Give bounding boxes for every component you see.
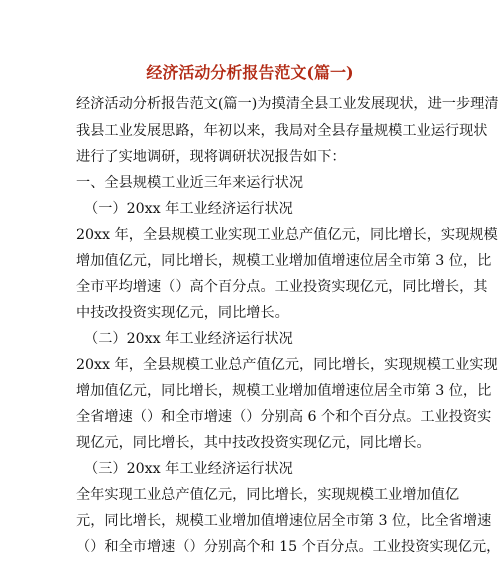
paragraph-line: 20xx 年，全县规模工业总产值亿元，同比增长，实现规模工业实现 bbox=[76, 357, 498, 373]
paragraph-line-intro-2: 我县工业发展思路，年初以来，我局对全县存量规模工业运行现状 bbox=[76, 123, 488, 139]
subsection-heading-1: （一）20xx 年工业经济运行状况 bbox=[84, 201, 293, 217]
paragraph-line: 元，同比增长，规模工业增加值增速位居全市第 3 位，比全省增速 bbox=[76, 513, 492, 529]
paragraph-line: （）和全市增速（）分别高个和 15 个百分点。工业投资实现亿元， bbox=[76, 539, 500, 555]
paragraph-line: 中技改投资实现亿元，同比增长。 bbox=[76, 305, 289, 321]
subsection-heading-3: （三）20xx 年工业经济运行状况 bbox=[84, 461, 293, 477]
paragraph-line: 全市平均增速（）高个百分点。工业投资实现亿元，同比增长，其 bbox=[76, 279, 488, 295]
paragraph-line: 现亿元，同比增长，其中技改投资实现亿元，同比增长。 bbox=[76, 435, 431, 451]
paragraph-line: 增加值亿元，同比增长，规模工业增加值增速位居全市第 3 位，比 bbox=[76, 383, 492, 399]
subsection-heading-2: （二）20xx 年工业经济运行状况 bbox=[84, 331, 293, 347]
paragraph-line: 增加值亿元，同比增长，规模工业增加值增速位居全市第 3 位，比 bbox=[76, 253, 492, 269]
document-title: 经济活动分析报告范文(篇一) bbox=[146, 63, 354, 82]
paragraph-line: 20xx 年，全县规模工业实现工业总产值亿元，同比增长，实现规模 bbox=[76, 227, 498, 243]
paragraph-line: 全省增速（）和全市增速（）分别高 6 个和个百分点。工业投资实 bbox=[76, 409, 492, 425]
paragraph-line-intro-3: 进行了实地调研，现将调研状况报告如下： bbox=[76, 149, 346, 165]
section-heading-1: 一、全县规模工业近三年来运行状况 bbox=[76, 175, 304, 191]
paragraph-line-intro-1: 经济活动分析报告范文(篇一)为摸清全县工业发展现状，进一步理清 bbox=[76, 96, 499, 112]
paragraph-line: 全年实现工业总产值亿元，同比增长，实现规模工业增加值亿 bbox=[76, 487, 460, 503]
